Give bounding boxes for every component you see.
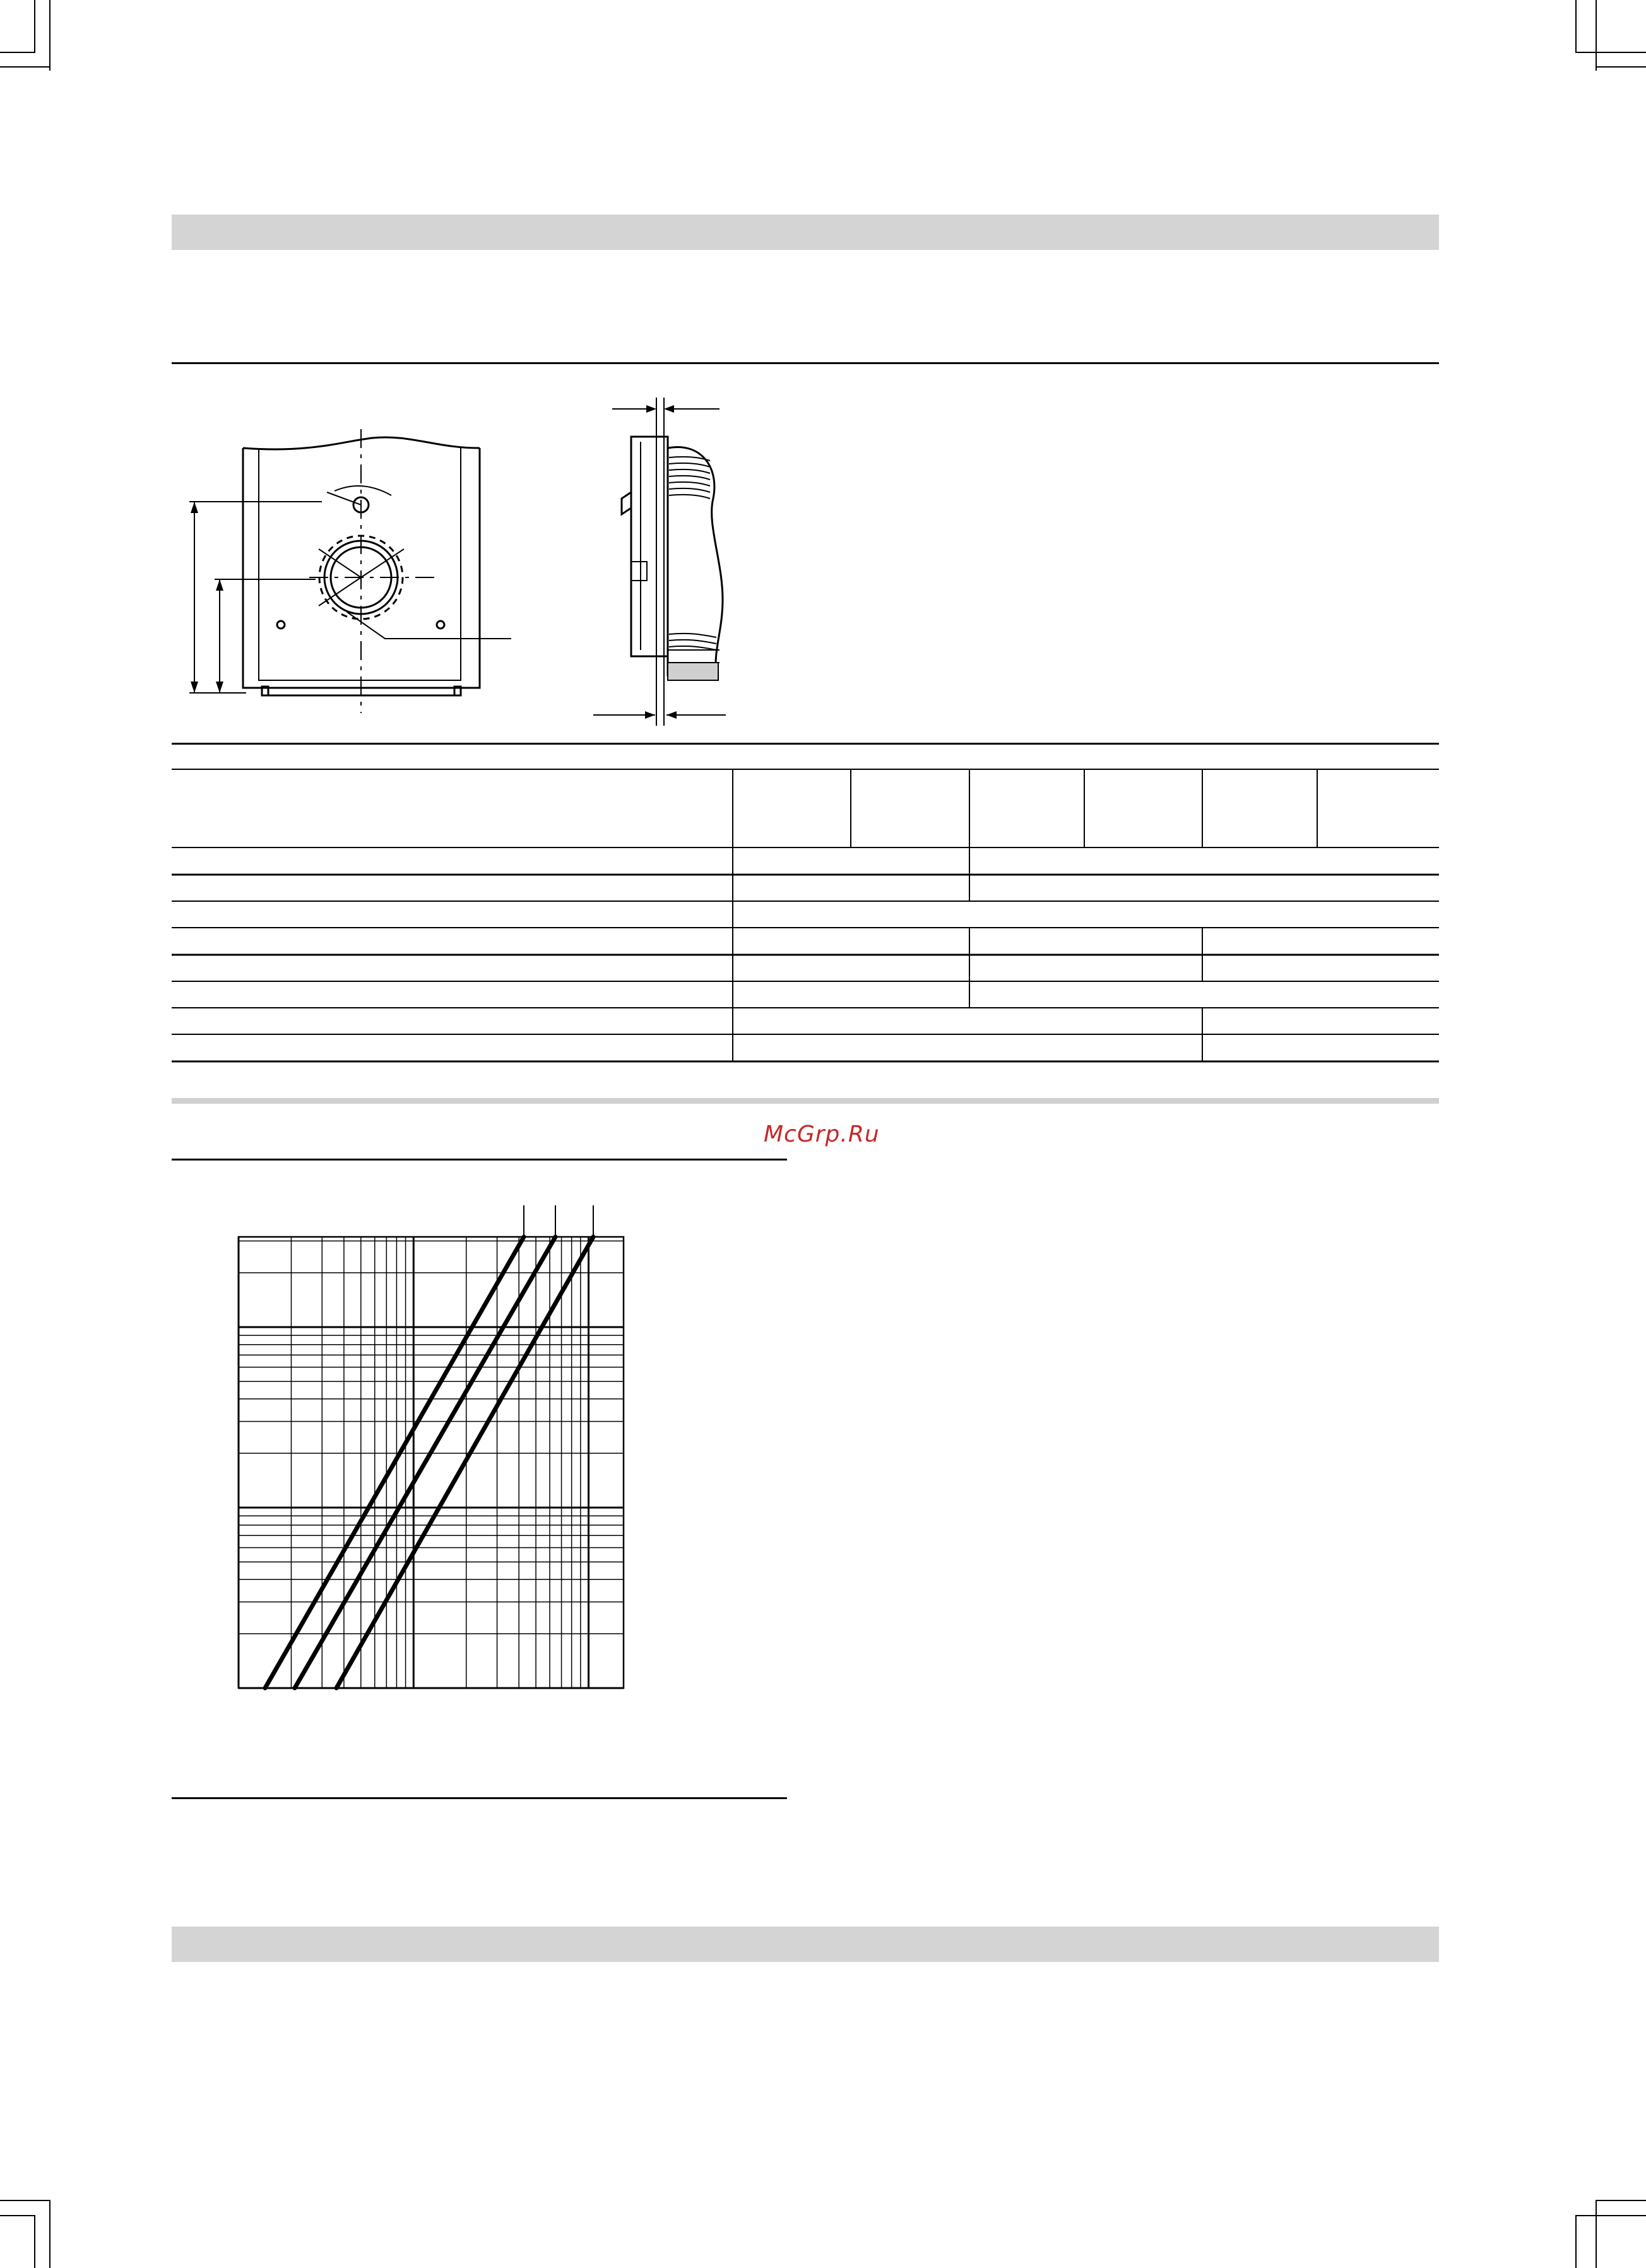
chart-section-rule: [172, 1159, 787, 1161]
watermark: McGrp.Ru: [764, 1121, 880, 1147]
chart-bottom-rule: [172, 1797, 787, 1799]
section-rule-top: [172, 362, 1439, 364]
front-view-drawing: [183, 429, 524, 719]
dimension-table: [172, 769, 1439, 1063]
header-band: [172, 215, 1439, 250]
section-separator: [172, 1098, 1439, 1104]
side-section-drawing: [593, 398, 738, 726]
series-2-line: [295, 1237, 555, 1688]
table-rule-top: [172, 743, 1439, 745]
series-1-line: [265, 1237, 524, 1688]
flow-chart: [237, 1199, 628, 1691]
footer-band: [172, 1927, 1439, 1962]
